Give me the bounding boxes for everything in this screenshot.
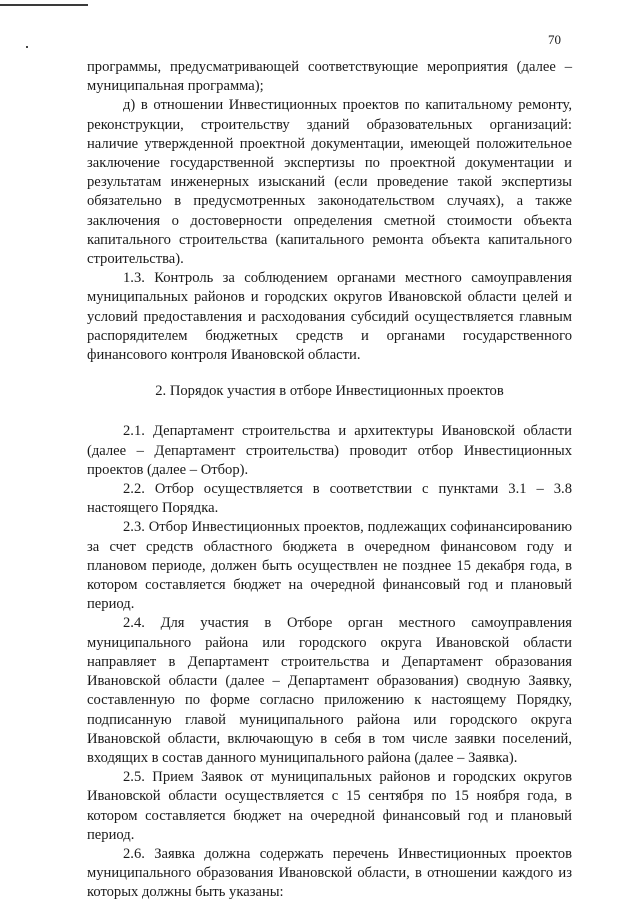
page-number: 70 — [548, 32, 561, 47]
document-body — [87, 58, 572, 903]
scan-speck — [26, 46, 28, 48]
paragraph-2-2: 2.2. Отбор осуществляется в соответствии с пунктами 3.1 – 3.8 настоящего Порядка. — [87, 481, 572, 517]
paragraph-2-5: 2.5. Прием Заявок от муниципальных районов и городских округов Ивановской области осуществляется с 15 сентября по 15 ноября года, в котором составляется бюджет на очередной финансовый год и плановый период. — [87, 769, 572, 843]
section-heading: 2. Порядок участия в отборе Инвестиционных проектов — [155, 383, 504, 400]
paragraph-2-6: 2.6. Заявка должна содержать перечень Инвестиционных проектов муниципального образования Ивановской области, в отношении каждого из которых должны быть указаны: — [87, 845, 572, 901]
paragraph-continuation: программы, предусматривающей соответствующие мероприятия (далее – муниципальная программа); — [87, 59, 572, 95]
paragraph-item-d: д) в отношении Инвестиционных проектов по капитальному ремонту, реконструкции, строительству зданий образовательных организаций: наличие утвержденной проектной документации, имеющей положительное заключение государственной экспертизы по проектной документации и результатам инженерных изысканий (если проведение такой экспертизы обязательно в предусмотренных законодательством случаях), а также заключения о достоверности определения сметной стоимости объекта капитального строительства (капитального ремонта объекта капитального строительства). — [87, 97, 572, 268]
paragraph-1-3: 1.3. Контроль за соблюдением органами местного самоуправления муниципальных районов и городских округов Ивановской области целей и условий предоставления и расходования субсидий осуществляется главным распорядителем бюджетных средств и органами государственного финансового контроля Ивановской области. — [87, 270, 572, 364]
paragraph-2-3: 2.3. Отбор Инвестиционных проектов, подлежащих софинансированию за счет средств областного бюджета в очередном финансовом году и плановом периоде, должен быть осуществлен не позднее 15 декабря года, в котором составляется бюджет на очередной финансовый год и плановый период. — [87, 519, 572, 613]
scan-edge-line — [0, 4, 88, 6]
paragraph-2-4: 2.4. Для участия в Отборе орган местного самоуправления муниципального района или городского округа Ивановской области направляет в Департамент строительства и Департамент образования Ивановской области (далее – Департамент образования) сводную Заявку, составленную по форме согласно приложению к настоящему Порядку, подписанную главой муниципального района или городского округа Ивановской области, включающую в себя в том числе заявки поселений, входящих в состав данного муниципального района (далее – Заявка). — [87, 615, 572, 766]
paragraph-2-1: 2.1. Департамент строительства и архитектуры Ивановской области (далее – Департамент строительства) проводит отбор Инвестиционных проектов (далее – Отбор). — [87, 423, 572, 478]
